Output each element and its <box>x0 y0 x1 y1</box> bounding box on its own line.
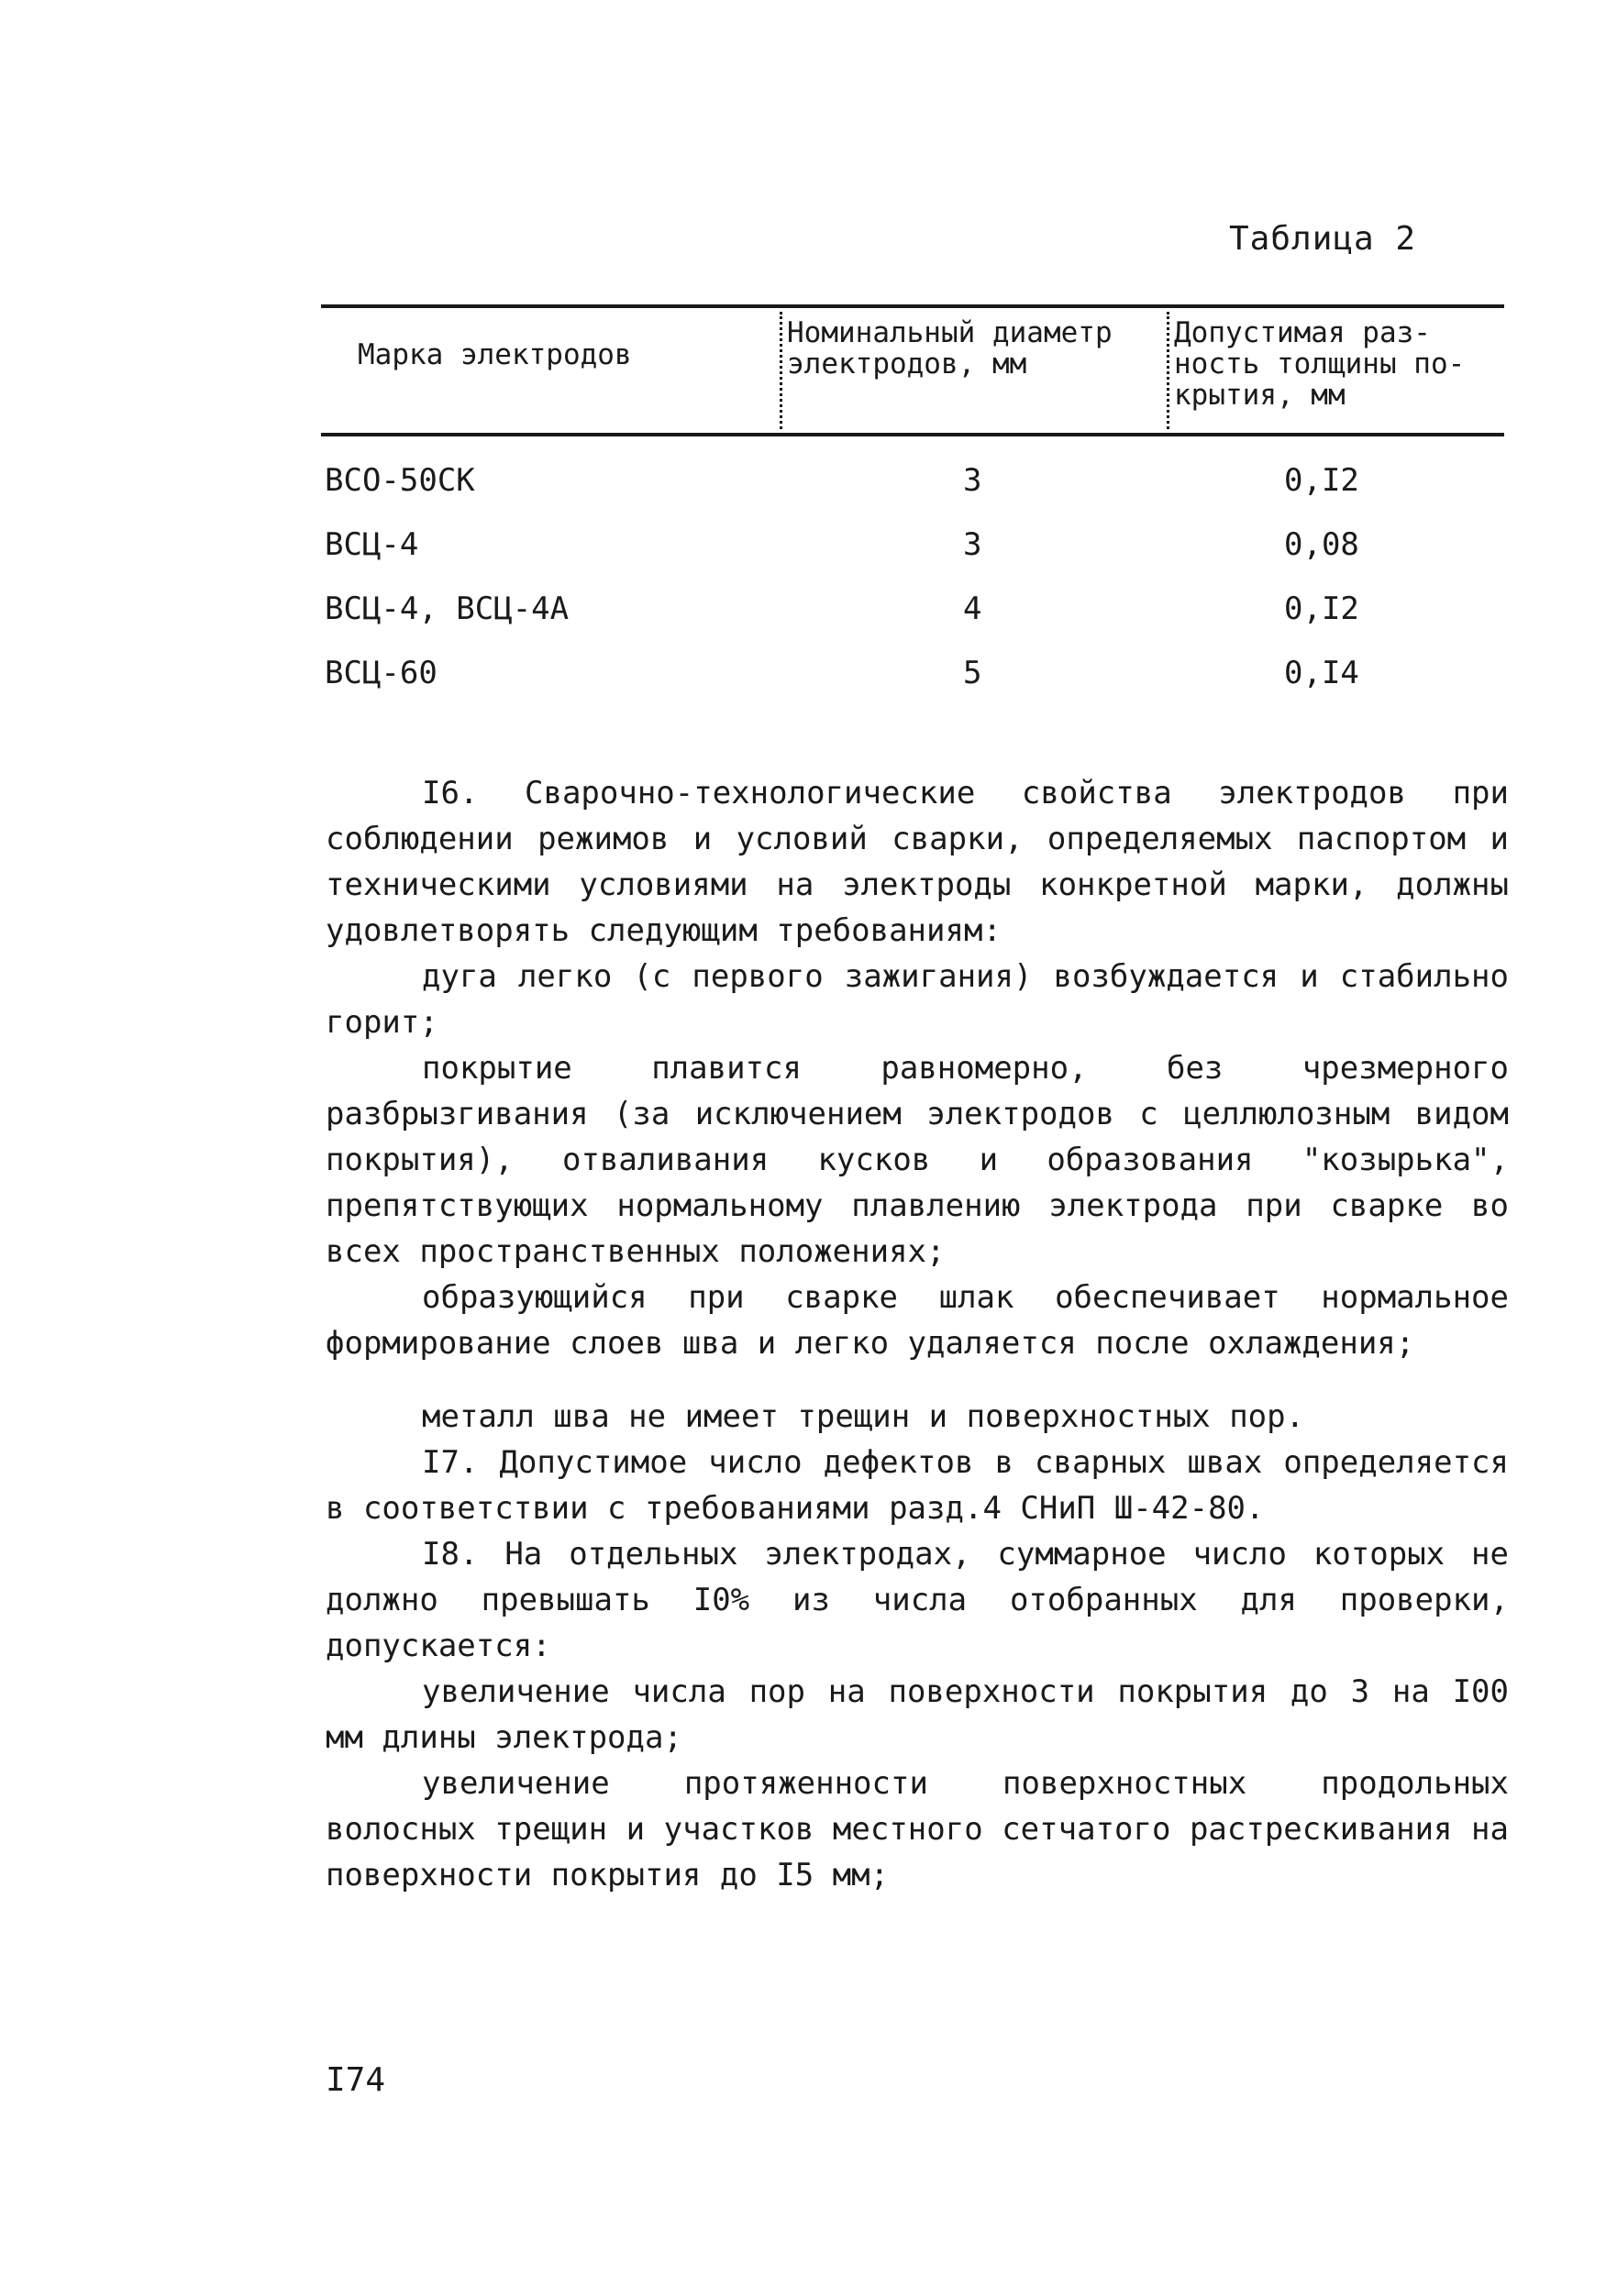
body-text <box>326 770 1509 1898</box>
table-header-rule <box>321 433 1504 436</box>
column-separator <box>1167 312 1169 429</box>
cell-difference: 0,08 <box>1284 526 1359 563</box>
paragraph-18: I8. На отдельных электродах, суммарное число которых не должно превышать I0% из числа отобранных для проверки, допускается: <box>326 1536 1509 1664</box>
page-number: I74 <box>326 2061 386 2099</box>
paragraph-17: I7. Допустимое число дефектов в сварных швах определяется в соответствии с требованиями разд.4 СНиП Ш-42-80. <box>326 1444 1509 1527</box>
cell-brand: ВСЦ-4 <box>325 526 419 563</box>
cell-brand: ВСЦ-60 <box>325 655 437 691</box>
cell-difference: 0,I2 <box>1284 591 1359 627</box>
allowance-cracks: увеличение протяженности поверхностных продольных волосных трещин и участков местного сетчатого растрескивания на поверхности покрытия до I5 мм; <box>326 1765 1509 1893</box>
header-brand: Марка электродов <box>358 338 632 371</box>
table-row <box>321 446 1504 510</box>
requirement-coating: покрытие плавится равномерно, без чрезмерного разбрызгивания (за исключением электродов с целлюлозным видом покрытия), отваливания кусков и образования "козырька", препятствующих нормальному плавлению электрода при сварке во всех пространственных положениях; <box>326 1050 1509 1270</box>
cell-diameter: 3 <box>963 526 982 563</box>
allowance-pores: увеличение числа пор на поверхности покрытия до 3 на I00 мм длины электрода; <box>326 1673 1509 1756</box>
table-row <box>321 638 1504 702</box>
paragraph-16: I6. Сварочно-технологические свойства электродов при соблюдении режимов и условий сварки, определяемых паспортом и техническими условиями на электроды конкретной марки, должны удовлетворять следующим требованиям: <box>326 775 1509 949</box>
header-diameter: Номинальный диаметр электродов, мм <box>787 316 1113 381</box>
cell-difference: 0,I2 <box>1284 462 1359 499</box>
requirement-arc: дуга легко (с первого зажигания) возбуждается и стабильно горит; <box>326 958 1509 1041</box>
table-row <box>321 510 1504 574</box>
table-body <box>321 446 1504 702</box>
cell-diameter: 4 <box>963 591 982 627</box>
cell-diameter: 5 <box>963 655 982 691</box>
table-header-row <box>321 308 1504 433</box>
cell-brand: ВСЦ-4, ВСЦ-4А <box>325 591 570 627</box>
cell-difference: 0,I4 <box>1284 655 1359 691</box>
header-difference: Допустимая раз- ность толщины по- крытия, мм <box>1174 316 1466 412</box>
cell-diameter: 3 <box>963 462 982 499</box>
electrode-table <box>321 304 1504 702</box>
table-caption: Таблица 2 <box>1229 220 1417 258</box>
cell-brand: ВСО-50СК <box>325 462 475 499</box>
requirement-slag: образующийся при сварке шлак обеспечивает нормальное формирование слоев шва и легко удаляется после охлаждения; <box>326 1279 1509 1362</box>
requirement-metal: металл шва не имеет трещин и поверхностных пор. <box>422 1398 1305 1435</box>
column-separator <box>780 312 782 429</box>
table-row <box>321 574 1504 638</box>
